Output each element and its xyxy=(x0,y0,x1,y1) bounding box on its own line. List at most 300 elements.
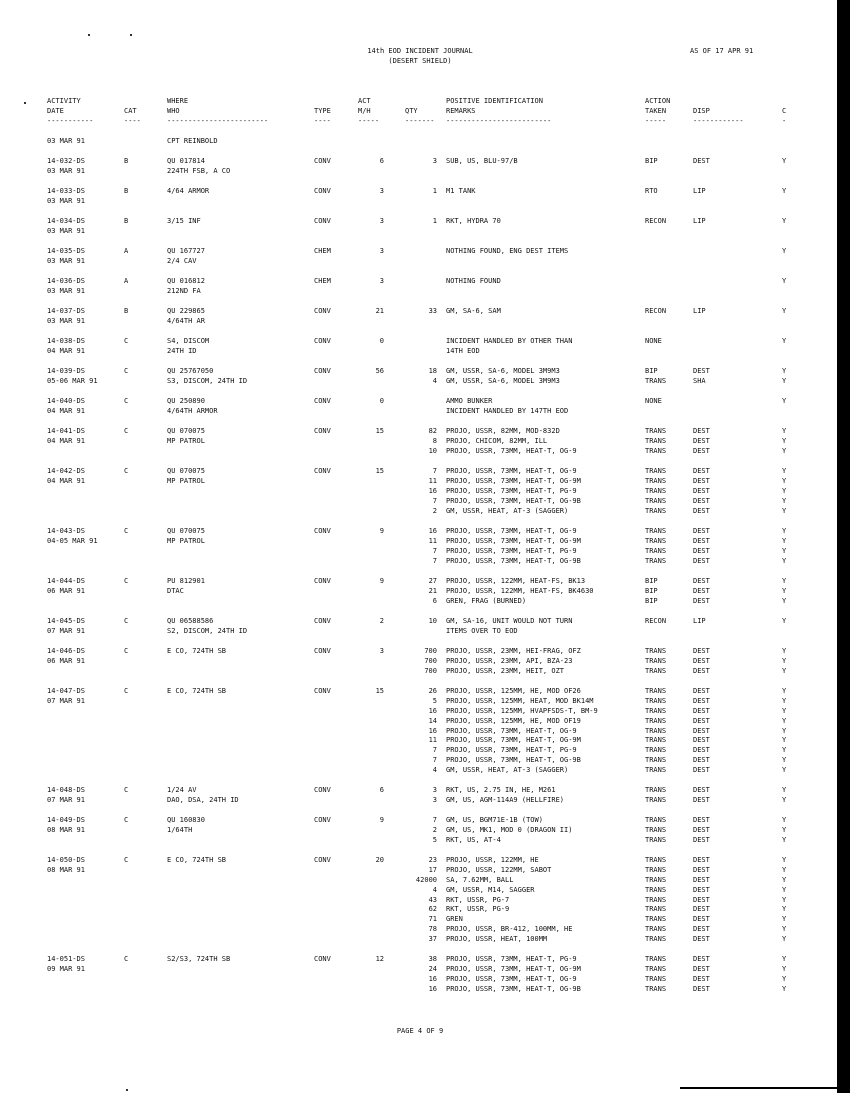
quantity: 4 xyxy=(432,376,437,385)
table-row xyxy=(0,647,840,687)
row-line xyxy=(0,667,840,677)
man-hours: 15 xyxy=(375,467,384,475)
who-unit: MP PATROL xyxy=(167,476,205,485)
incident-type: CONV xyxy=(314,467,331,475)
row-line xyxy=(0,965,840,975)
row-line xyxy=(0,687,840,697)
incident-type: CONV xyxy=(314,217,331,225)
who-unit: 2/4 CAV xyxy=(167,256,197,265)
quantity: 6 xyxy=(432,596,437,605)
action-taken: NONE xyxy=(645,397,662,405)
action-taken: TRANS xyxy=(645,427,667,435)
quantity: 23 xyxy=(428,856,437,864)
man-hours: 15 xyxy=(375,687,384,695)
row-line xyxy=(0,727,840,737)
col-disp-rule: ------------ xyxy=(693,116,744,125)
disposition: DEST xyxy=(693,427,710,435)
action-taken: TRANS xyxy=(645,687,667,695)
activity-date: 03 MAR 91 xyxy=(47,196,85,205)
row-line xyxy=(0,717,840,727)
disposition: LIP xyxy=(693,307,706,315)
row-line xyxy=(0,247,840,257)
remarks: PROJO, USSR, 73MM, HEAT-T, OG-9 xyxy=(446,527,577,535)
row-line xyxy=(0,746,840,756)
where-location: 3/15 INF xyxy=(167,217,201,225)
where-location: 4/64 ARMOR xyxy=(167,187,210,195)
complete-flag: Y xyxy=(782,974,787,983)
incident-type: CONV xyxy=(314,955,331,963)
remarks: PROJO, USSR, 122MM, HE xyxy=(446,856,539,864)
col-date-rule: ----------- xyxy=(47,116,94,125)
who-unit: MP PATROL xyxy=(167,436,205,445)
complete-flag: Y xyxy=(782,596,787,605)
where-location: E CO, 724TH SB xyxy=(167,687,227,695)
action-taken: TRANS xyxy=(645,925,667,934)
disposition: DEST xyxy=(693,736,710,745)
where-location: QU 017814 xyxy=(167,157,205,165)
row-line xyxy=(0,896,840,906)
disposition: DEST xyxy=(693,895,710,904)
man-hours: 9 xyxy=(379,816,384,824)
action-taken: RECON xyxy=(645,617,667,625)
man-hours: 6 xyxy=(379,786,384,794)
category: C xyxy=(124,647,129,655)
quantity: 4 xyxy=(432,885,437,894)
remarks: GM, US, AGM-114A9 (HELLFIRE) xyxy=(446,795,565,804)
who-unit: 4/64TH AR xyxy=(167,316,205,325)
quantity: 3 xyxy=(432,795,437,804)
where-location: S2/S3, 724TH SB xyxy=(167,955,231,963)
where-location: QU 016812 xyxy=(167,277,205,285)
category: A xyxy=(124,277,129,285)
row-line xyxy=(0,796,840,806)
quantity: 3 xyxy=(432,786,437,794)
col-taken: TAKEN xyxy=(645,106,667,115)
row-line xyxy=(0,975,840,985)
table-row xyxy=(0,467,840,527)
activity-date: 05-06 MAR 91 xyxy=(47,376,98,385)
row-line xyxy=(0,467,840,477)
complete-flag: Y xyxy=(782,687,787,695)
activity-id: 14-034-DS xyxy=(47,217,85,225)
disposition: DEST xyxy=(693,656,710,665)
action-taken: TRANS xyxy=(645,915,667,924)
quantity: 14 xyxy=(428,716,437,725)
quantity: 700 xyxy=(424,666,437,675)
remarks: GM, US, BGM71E-1B (TOW) xyxy=(446,816,543,824)
disposition: DEST xyxy=(693,766,710,775)
table-row xyxy=(0,527,840,577)
action-taken: RECON xyxy=(645,307,667,315)
disposition: DEST xyxy=(693,935,710,944)
row-line xyxy=(0,277,840,287)
action-taken: TRANS xyxy=(645,974,667,983)
table-row xyxy=(0,397,840,427)
action-taken: TRANS xyxy=(645,964,667,973)
complete-flag: Y xyxy=(782,397,787,405)
complete-flag: Y xyxy=(782,915,787,924)
remarks: PROJO, USSR, 73MM, HEAT-T, OG-9M xyxy=(446,536,581,545)
complete-flag: Y xyxy=(782,656,787,665)
activity-date: 04 MAR 91 xyxy=(47,406,85,415)
col-taken-rule: ----- xyxy=(645,116,667,125)
row-line xyxy=(0,407,840,417)
remarks: GM, USSR, M14, SAGGER xyxy=(446,885,535,894)
as-of-date: AS OF 17 APR 91 xyxy=(690,47,754,55)
action-taken: BIP xyxy=(645,577,658,585)
row-line xyxy=(0,707,840,717)
who-unit: 24TH ID xyxy=(167,346,197,355)
action-taken: TRANS xyxy=(645,856,667,864)
row-line xyxy=(0,307,840,317)
quantity: 7 xyxy=(432,496,437,505)
complete-flag: Y xyxy=(782,964,787,973)
where-location: QU 070075 xyxy=(167,427,205,435)
action-taken: TRANS xyxy=(645,726,667,735)
quantity: 7 xyxy=(432,467,437,475)
quantity: 5 xyxy=(432,835,437,844)
complete-flag: Y xyxy=(782,925,787,934)
who-unit: 212ND FA xyxy=(167,286,201,295)
complete-flag: Y xyxy=(782,716,787,725)
quantity: 8 xyxy=(432,436,437,445)
activity-id: 14-049-DS xyxy=(47,816,85,824)
quantity: 71 xyxy=(428,915,437,924)
disposition: DEST xyxy=(693,467,710,475)
complete-flag: Y xyxy=(782,337,787,345)
disposition: DEST xyxy=(693,556,710,565)
complete-flag: Y xyxy=(782,696,787,705)
activity-date: 08 MAR 91 xyxy=(47,825,85,834)
table-row xyxy=(0,307,840,337)
remarks: PROJO, USSR, 73MM, HEAT-T, PG-9 xyxy=(446,746,577,755)
complete-flag: Y xyxy=(782,617,787,625)
action-taken: TRANS xyxy=(645,536,667,545)
col-mh-rule: ----- xyxy=(358,116,380,125)
disposition: DEST xyxy=(693,436,710,445)
table-row xyxy=(0,427,840,467)
remarks: PROJO, CHICOM, 82MM, ILL xyxy=(446,436,548,445)
quantity: 37 xyxy=(428,935,437,944)
remarks: PROJO, USSR, 122MM, HEAT-FS, BK4630 xyxy=(446,586,594,595)
incident-type: CONV xyxy=(314,307,331,315)
activity-id: 14-032-DS xyxy=(47,157,85,165)
quantity: 7 xyxy=(432,816,437,824)
remarks: PROJO, USSR, 73MM, HEAT-T, OG-9B xyxy=(446,756,581,765)
disposition: DEST xyxy=(693,157,710,165)
action-taken: TRANS xyxy=(645,527,667,535)
row-line xyxy=(0,497,840,507)
man-hours: 15 xyxy=(375,427,384,435)
complete-flag: Y xyxy=(782,816,787,824)
category: C xyxy=(124,955,129,963)
row-line xyxy=(0,547,840,557)
man-hours: 20 xyxy=(375,856,384,864)
row-line xyxy=(0,577,840,587)
scan-speck xyxy=(88,34,90,36)
action-taken: TRANS xyxy=(645,895,667,904)
quantity: 700 xyxy=(424,647,437,655)
disposition: DEST xyxy=(693,536,710,545)
row-line xyxy=(0,427,840,437)
title-line-2: (DESERT SHIELD) xyxy=(388,56,452,65)
complete-flag: Y xyxy=(782,367,787,375)
where-location: QU 06588586 xyxy=(167,617,214,625)
complete-flag: Y xyxy=(782,875,787,884)
activity-id: 14-044-DS xyxy=(47,577,85,585)
quantity: 1 xyxy=(432,187,437,195)
incident-type: CONV xyxy=(314,187,331,195)
complete-flag: Y xyxy=(782,935,787,944)
remarks: PROJO, USSR, 23MM, HEI-FRAG, OFZ xyxy=(446,647,581,655)
disposition: DEST xyxy=(693,795,710,804)
quantity: 2 xyxy=(432,825,437,834)
incident-type: CONV xyxy=(314,157,331,165)
disposition: DEST xyxy=(693,496,710,505)
incident-type: CHEM xyxy=(314,247,331,255)
remarks: SUB, US, BLU-97/B xyxy=(446,157,518,165)
remarks: 14TH EOD xyxy=(446,346,480,355)
who-unit: DAO, DSA, 24TH ID xyxy=(167,795,239,804)
incident-type: CONV xyxy=(314,647,331,655)
row-line xyxy=(0,886,840,896)
col-c-rule: - xyxy=(782,116,787,125)
quantity: 33 xyxy=(428,307,437,315)
disposition: DEST xyxy=(693,506,710,515)
where-location: PU 812901 xyxy=(167,577,205,585)
where-location: 1/24 AV xyxy=(167,786,197,794)
quantity: 26 xyxy=(428,687,437,695)
row-line xyxy=(0,197,840,207)
quantity: 62 xyxy=(428,905,437,914)
action-taken: TRANS xyxy=(645,865,667,874)
category: C xyxy=(124,427,129,435)
where-location: QU 070075 xyxy=(167,467,205,475)
row-line xyxy=(0,955,840,965)
row-line xyxy=(0,477,840,487)
who-unit: S3, DISCOM, 24TH ID xyxy=(167,376,248,385)
activity-date: 04 MAR 91 xyxy=(47,476,85,485)
man-hours: 0 xyxy=(379,337,384,345)
quantity: 21 xyxy=(428,586,437,595)
complete-flag: Y xyxy=(782,217,787,225)
category: C xyxy=(124,367,129,375)
col-action: ACTION xyxy=(645,97,671,105)
row-line xyxy=(0,925,840,935)
disposition: DEST xyxy=(693,666,710,675)
activity-id: 14-040-DS xyxy=(47,397,85,405)
action-taken: TRANS xyxy=(645,816,667,824)
action-taken: TRANS xyxy=(645,875,667,884)
disposition: DEST xyxy=(693,596,710,605)
disposition: DEST xyxy=(693,835,710,844)
incident-type: CONV xyxy=(314,816,331,824)
row-line xyxy=(0,507,840,517)
activity-date: 04 MAR 91 xyxy=(47,436,85,445)
remarks: GM, SA-6, SAM xyxy=(446,307,501,315)
remarks: PROJO, USSR, 73MM, HEAT-T, OG-9B xyxy=(446,556,581,565)
quantity: 3 xyxy=(432,157,437,165)
disposition: DEST xyxy=(693,964,710,973)
row-line xyxy=(0,367,840,377)
remarks: SA, 7.62MM, BALL xyxy=(446,875,514,884)
remarks: PROJO, USSR, 73MM, HEAT-T, OG-9M xyxy=(446,964,581,973)
row-line xyxy=(0,856,840,866)
disposition: DEST xyxy=(693,577,710,585)
remarks: PROJO, USSR, 73MM, HEAT-T, OG-9M xyxy=(446,736,581,745)
complete-flag: Y xyxy=(782,706,787,715)
col-cat-rule: ---- xyxy=(124,116,141,125)
who-unit: 4/64TH ARMOR xyxy=(167,406,218,415)
complete-flag: Y xyxy=(782,536,787,545)
action-taken: TRANS xyxy=(645,486,667,495)
activity-id: 14-035-DS xyxy=(47,247,85,255)
table-row xyxy=(0,247,840,277)
category: B xyxy=(124,217,129,225)
action-taken: TRANS xyxy=(645,666,667,675)
who-unit: 224TH FSB, A CO xyxy=(167,166,231,175)
remarks: PROJO, USSR, 73MM, HEAT-T, OG-9 xyxy=(446,446,577,455)
who-unit: MP PATROL xyxy=(167,536,205,545)
activity-date: 07 MAR 91 xyxy=(47,696,85,705)
disposition: DEST xyxy=(693,925,710,934)
remarks: PROJO, USSR, 23MM, API, BZA-23 xyxy=(446,656,573,665)
action-taken: BIP xyxy=(645,157,658,165)
remarks: PROJO, USSR, 73MM, HEAT-T, OG-9 xyxy=(446,726,577,735)
table-row xyxy=(0,816,840,856)
man-hours: 3 xyxy=(379,217,384,225)
category: C xyxy=(124,337,129,345)
remarks: PROJO, USSR, 23MM, HEIT, OZT xyxy=(446,666,565,675)
quantity: 82 xyxy=(428,427,437,435)
action-taken: TRANS xyxy=(645,885,667,894)
man-hours: 56 xyxy=(375,367,384,375)
activity-id: 14-046-DS xyxy=(47,647,85,655)
col-type: TYPE xyxy=(314,106,331,115)
man-hours: 21 xyxy=(375,307,384,315)
activity-date: 04 MAR 91 xyxy=(47,346,85,355)
row-line xyxy=(0,617,840,627)
remarks: PROJO, USSR, HEAT, 100MM xyxy=(446,935,548,944)
table-row xyxy=(0,157,840,187)
remarks: GM, USSR, SA-6, MODEL 3M9M3 xyxy=(446,367,560,375)
category: C xyxy=(124,467,129,475)
disposition: DEST xyxy=(693,955,710,963)
row-line xyxy=(0,587,840,597)
incident-type: CONV xyxy=(314,337,331,345)
action-taken: NONE xyxy=(645,337,662,345)
table-row xyxy=(0,217,840,247)
action-taken: TRANS xyxy=(645,446,667,455)
activity-id: 14-033-DS xyxy=(47,187,85,195)
remarks: RKT, US, 2.75 IN, HE, M261 xyxy=(446,786,556,794)
row-line xyxy=(0,597,840,607)
quantity: 4 xyxy=(432,766,437,775)
remarks: PROJO, USSR, 73MM, HEAT-T, OG-9B xyxy=(446,496,581,505)
disposition: DEST xyxy=(693,687,710,695)
table-row xyxy=(0,786,840,816)
disposition: DEST xyxy=(693,825,710,834)
row-line xyxy=(0,866,840,876)
row-line xyxy=(0,257,840,267)
category: B xyxy=(124,187,129,195)
col-where: WHERE xyxy=(167,97,189,105)
category: C xyxy=(124,577,129,585)
remarks: PROJO, USSR, 73MM, HEAT-T, OG-9 xyxy=(446,974,577,983)
col-qty: QTY xyxy=(405,106,418,115)
quantity: 11 xyxy=(428,536,437,545)
man-hours: 12 xyxy=(375,955,384,963)
action-taken: TRANS xyxy=(645,696,667,705)
col-date: DATE xyxy=(47,106,64,115)
col-mh: M/H xyxy=(358,106,371,115)
quantity: 24 xyxy=(428,964,437,973)
who-unit: DTAC xyxy=(167,586,184,595)
table-row xyxy=(0,187,840,217)
complete-flag: Y xyxy=(782,476,787,485)
quantity: 5 xyxy=(432,696,437,705)
complete-flag: Y xyxy=(782,307,787,315)
disposition: LIP xyxy=(693,187,706,195)
disposition: DEST xyxy=(693,915,710,924)
quantity: 16 xyxy=(428,984,437,993)
col-qty-rule: ------- xyxy=(405,116,435,125)
col-disp: DISP xyxy=(693,106,710,115)
row-line xyxy=(0,347,840,357)
category: A xyxy=(124,247,129,255)
complete-flag: Y xyxy=(782,527,787,535)
remarks: GM, USSR, HEAT, AT-3 (SAGGER) xyxy=(446,766,569,775)
row-line xyxy=(0,627,840,637)
quantity: 27 xyxy=(428,577,437,585)
row-line xyxy=(0,766,840,776)
remarks: NOTHING FOUND xyxy=(446,277,501,285)
table-row xyxy=(0,127,840,157)
row-line xyxy=(0,537,840,547)
remarks: INCIDENT HANDLED BY 147TH EOD xyxy=(446,406,569,415)
action-taken: TRANS xyxy=(645,546,667,555)
quantity: 16 xyxy=(428,486,437,495)
complete-flag: Y xyxy=(782,277,787,285)
activity-date: 03 MAR 91 xyxy=(47,286,85,295)
incident-type: CONV xyxy=(314,427,331,435)
disposition: DEST xyxy=(693,905,710,914)
row-line xyxy=(0,836,840,846)
activity-date: 08 MAR 91 xyxy=(47,865,85,874)
quantity: 16 xyxy=(428,726,437,735)
quantity: 700 xyxy=(424,656,437,665)
remarks: RKT, USSR, PG-9 xyxy=(446,905,510,914)
activity-date: 03 MAR 91 xyxy=(47,226,85,235)
activity-id: 14-036-DS xyxy=(47,277,85,285)
row-line xyxy=(0,377,840,387)
remarks: PROJO, USSR, 73MM, HEAT-T, PG-9 xyxy=(446,486,577,495)
remarks: GM, SA-16, UNIT WOULD NOT TURN xyxy=(446,617,573,625)
disposition: DEST xyxy=(693,984,710,993)
action-taken: BIP xyxy=(645,596,658,605)
action-taken: TRANS xyxy=(645,955,667,963)
scan-speck xyxy=(126,1089,128,1091)
disposition: LIP xyxy=(693,617,706,625)
row-line xyxy=(0,985,840,995)
remarks: PROJO, USSR, 122MM, SABOT xyxy=(446,865,552,874)
complete-flag: Y xyxy=(782,736,787,745)
action-taken: TRANS xyxy=(645,496,667,505)
activity-id: 14-038-DS xyxy=(47,337,85,345)
table-row xyxy=(0,955,840,1005)
activity-id: 14-039-DS xyxy=(47,367,85,375)
row-line xyxy=(0,905,840,915)
